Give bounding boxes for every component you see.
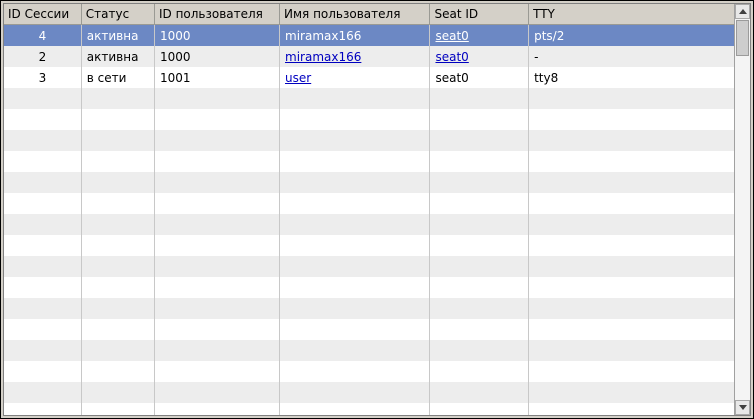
cell-empty [81,235,154,256]
cell-user-name[interactable] [280,46,430,67]
table-row-empty [4,403,734,415]
cell-tty: tty8 [529,67,734,88]
cell-empty [529,109,734,130]
cell-empty [154,319,279,340]
cell-empty [529,130,734,151]
cell-empty [529,403,734,415]
cell-empty [4,130,81,151]
sessions-grid-scroll-region[interactable] [4,4,734,415]
cell-empty [154,130,279,151]
cell-empty [280,193,430,214]
cell-empty [280,214,430,235]
cell-empty [430,361,529,382]
cell-empty [430,298,529,319]
cell-empty [154,277,279,298]
cell-empty [154,109,279,130]
cell-empty [280,340,430,361]
cell-user-id: 1000 [154,25,279,47]
cell-empty [81,403,154,415]
cell-empty [430,319,529,340]
cell-user-id: 1000 [154,46,279,67]
cell-empty [154,214,279,235]
cell-empty [529,235,734,256]
cell-empty [430,130,529,151]
cell-empty [4,361,81,382]
table-row-empty [4,235,734,256]
column-header-5[interactable]: Seat ID [430,4,529,25]
cell-seat-id[interactable] [430,46,529,67]
cell-user-name-link[interactable]: miramax166 [285,49,362,64]
cell-empty [81,319,154,340]
cell-empty [280,235,430,256]
cell-seat-id-link[interactable]: seat0 [435,49,469,64]
column-header-3[interactable]: ID пользователя [154,4,279,25]
cell-empty [529,172,734,193]
cell-empty [430,403,529,415]
cell-empty [430,340,529,361]
cell-empty [81,277,154,298]
cell-empty [529,256,734,277]
cell-user-id: 1001 [154,67,279,88]
cell-session-id: 3 [4,67,81,88]
table-row-empty [4,361,734,382]
cell-empty [81,340,154,361]
cell-empty [430,256,529,277]
scroll-down-arrow-icon [739,405,747,410]
cell-empty [81,130,154,151]
cell-empty [4,256,81,277]
cell-empty [430,235,529,256]
cell-empty [4,277,81,298]
cell-empty [4,340,81,361]
cell-empty [529,277,734,298]
column-header-2[interactable]: Статус [81,4,154,25]
scroll-down-button[interactable] [735,400,750,415]
cell-empty [154,382,279,403]
cell-empty [280,256,430,277]
cell-empty [81,382,154,403]
cell-empty [4,382,81,403]
table-row-empty [4,130,734,151]
cell-empty [81,214,154,235]
cell-empty [430,109,529,130]
cell-empty [154,298,279,319]
cell-empty [81,109,154,130]
cell-status: активна [81,46,154,67]
cell-empty [154,172,279,193]
table-header-row [4,4,734,25]
cell-empty [280,361,430,382]
cell-empty [154,235,279,256]
cell-empty [4,109,81,130]
cell-empty [280,382,430,403]
cell-empty [430,151,529,172]
cell-seat-id: seat0 [430,67,529,88]
cell-session-id: 4 [4,25,81,47]
scrollbar-track[interactable] [735,19,750,400]
cell-empty [154,151,279,172]
cell-empty [280,172,430,193]
cell-empty [81,172,154,193]
cell-empty [4,172,81,193]
scrollbar-thumb[interactable] [736,20,749,56]
table-row-empty [4,319,734,340]
cell-empty [154,403,279,415]
cell-status: активна [81,25,154,47]
table-row[interactable] [4,67,734,88]
table-row-empty [4,277,734,298]
cell-empty [529,319,734,340]
table-row[interactable] [4,46,734,67]
cell-empty [81,298,154,319]
cell-empty [81,193,154,214]
table-row-empty [4,172,734,193]
cell-user-name[interactable] [280,67,430,88]
table-row-empty [4,193,734,214]
cell-empty [154,193,279,214]
cell-empty [154,361,279,382]
cell-empty [81,88,154,109]
cell-empty [154,88,279,109]
table-row-empty [4,382,734,403]
cell-empty [430,172,529,193]
cell-seat-id-link[interactable]: seat0 [435,28,469,43]
scroll-up-button[interactable] [735,4,750,19]
scroll-up-arrow-icon [739,9,747,14]
table-row-empty [4,298,734,319]
cell-empty [280,109,430,130]
cell-empty [280,130,430,151]
cell-empty [280,88,430,109]
cell-tty: pts/2 [529,25,734,47]
column-header-6[interactable]: TTY [529,4,734,25]
cell-empty [81,256,154,277]
cell-empty [529,298,734,319]
cell-empty [529,214,734,235]
cell-user-name: miramax166 [280,25,430,47]
cell-empty [4,403,81,415]
table-row-empty [4,151,734,172]
sessions-table-area [3,3,751,416]
cell-empty [529,382,734,403]
cell-empty [280,319,430,340]
vertical-scrollbar[interactable] [734,4,750,415]
column-header-1[interactable]: ID Сессии [4,4,81,25]
cell-empty [529,151,734,172]
table-row[interactable] [4,25,734,47]
cell-empty [4,298,81,319]
table-row-empty [4,109,734,130]
cell-tty: - [529,46,734,67]
cell-user-name-link[interactable]: user [285,70,312,85]
cell-empty [154,340,279,361]
cell-empty [430,88,529,109]
cell-empty [81,151,154,172]
cell-empty [529,88,734,109]
cell-empty [430,382,529,403]
cell-status: в сети [81,67,154,88]
cell-empty [529,361,734,382]
cell-empty [280,403,430,415]
cell-empty [4,193,81,214]
table-row-empty [4,256,734,277]
sessions-table [4,4,734,415]
cell-empty [4,214,81,235]
cell-empty [4,151,81,172]
cell-empty [529,193,734,214]
cell-empty [280,277,430,298]
table-row-empty [4,340,734,361]
cell-empty [280,151,430,172]
cell-empty [430,193,529,214]
cell-empty [4,319,81,340]
cell-empty [529,340,734,361]
column-header-4[interactable]: Имя пользователя [280,4,430,25]
cell-empty [280,298,430,319]
cell-session-id: 2 [4,46,81,67]
cell-empty [81,361,154,382]
cell-empty [430,277,529,298]
cell-empty [4,235,81,256]
table-row-empty [4,88,734,109]
cell-empty [430,214,529,235]
cell-seat-id[interactable] [430,25,529,47]
cell-empty [4,88,81,109]
table-row-empty [4,214,734,235]
cell-empty [154,256,279,277]
